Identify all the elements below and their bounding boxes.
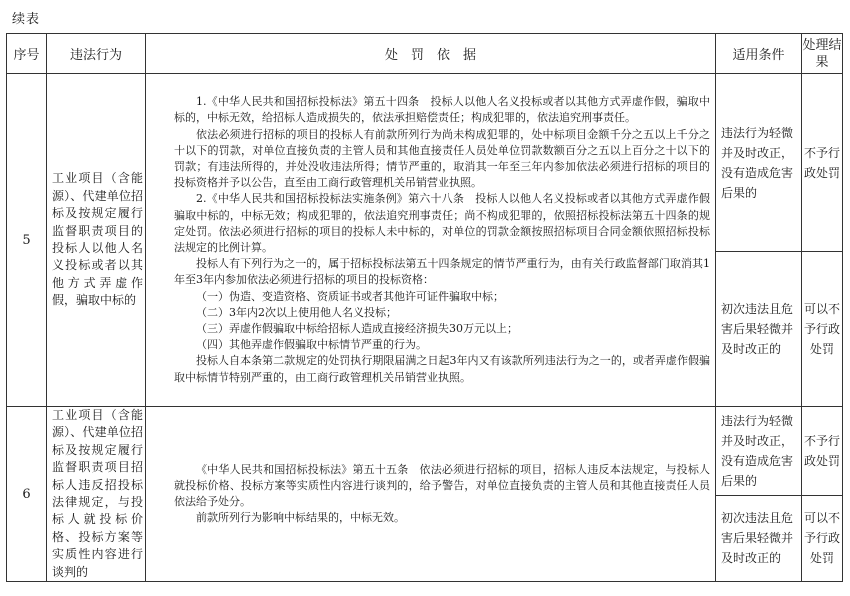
basis-cell <box>146 74 716 407</box>
violation-cell: 工业项目（含能源）、代建单位招标及按规定履行监督职责项目招标人违反招投标法律规定，与投标人就投标价格、投标方案等实质性内容进行谈判的 <box>47 407 146 582</box>
basis-paragraph: 1.《中华人民共和国招标投标法》第五十四条 投标人以他人名义投标或者以其他方式弄虚作假，骗取中标的，中标无效，给招标人造成损失的，依法承担赔偿责任；构成犯罪的，依法追究刑事责任。 <box>174 95 710 125</box>
result-cell: 可以不予行政处罚 <box>802 495 843 582</box>
basis-paragraph: 投标人自本条第二款规定的处罚执行期限届满之日起3年内又有该款所列违法行为之一的，或者弄虚作假骗取中标情节特别严重的，由工商行政管理机关吊销营业执照。 <box>174 354 710 384</box>
header-act: 违法行为 <box>47 34 146 74</box>
basis-list-item: （二）3年内2次以上使用他人名义投标； <box>196 305 397 319</box>
basis-list-item: （四）其他弄虚作假骗取中标情节严重的行为。 <box>196 338 427 352</box>
condition-cell: 违法行为轻微并及时改正，没有造成危害后果的 <box>716 74 802 252</box>
basis-list-item: （一）伪造、变造资格、资质证书或者其他许可证件骗取中标； <box>196 289 504 303</box>
header-row <box>7 34 843 74</box>
basis-paragraph: 依法必须进行招标的项目的投标人有前款所列行为尚未构成犯罪的，处中标项目金额千分之五以上千分之十以下的罚款，对单位直接负责的主管人员和其他直接责任人员处单位罚款数额百分之五以上百分之十以下的罚款；有违法所得的，并处没收违法所得；情节严重的，取消其一年至三年内参加依法必须进行招标的项目的投标资格并予以公告，直至由工商行政管理机关吊销营业执照。 <box>174 127 710 190</box>
header-res: 处理结果 <box>802 34 843 74</box>
basis-paragraph: 投标人有下列行为之一的，属于招标投标法第五十四条规定的情节严重行为，由有关行政监督部门取消其1年至3年内参加依法必须进行招标的项目的投标资格： <box>174 257 710 287</box>
condition-cell: 违法行为轻微并及时改正，没有造成危害后果的 <box>716 407 802 496</box>
penalty-table <box>6 33 843 582</box>
table-row <box>7 407 843 496</box>
violation-cell: 工业项目（含能源）、代建单位招标及按规定履行监督职责项目的投标人以他人名义投标或者以其他方式弄虚作假，骗取中标的 <box>47 74 146 407</box>
result-cell: 不予行政处罚 <box>802 407 843 496</box>
result-cell: 可以不予行政处罚 <box>802 252 843 407</box>
row-number: 6 <box>7 407 47 582</box>
result-cell: 不予行政处罚 <box>802 74 843 252</box>
table-row <box>7 74 843 252</box>
condition-cell: 初次违法且危害后果轻微并及时改正的 <box>716 495 802 582</box>
continued-label: 续表 <box>12 12 41 27</box>
header-no: 序号 <box>7 34 47 74</box>
header-basis: 处 罚 依 据 <box>146 34 716 74</box>
basis-cell <box>146 407 716 582</box>
basis-paragraph: 《中华人民共和国招标投标法》第五十五条 依法必须进行招标的项目，招标人违反本法规定，与投标人就投标价格、投标方案等实质性内容进行谈判的，给予警告，对单位直接负责的主管人员和其他直接责任人员依法给予处分。 <box>174 462 710 509</box>
basis-paragraph: 前款所列行为影响中标结果的，中标无效。 <box>196 511 405 525</box>
basis-list-item: （三）弄虚作假骗取中标给招标人造成直接经济损失30万元以上； <box>196 322 518 336</box>
condition-cell: 初次违法且危害后果轻微并及时改正的 <box>716 252 802 407</box>
header-cond: 适用条件 <box>716 34 802 74</box>
basis-paragraph: 2.《中华人民共和国招标投标法实施条例》第六十八条 投标人以他人名义投标或者以其他方式弄虚作假骗取中标的，中标无效；构成犯罪的，依法追究刑事责任；尚不构成犯罪的，依照招标投标法第五十四条的规定处罚。依法必须进行招标的项目的投标人未中标的，对单位的罚款金额按照招标项目合同金额依照招标投标法规定的比例计算。 <box>174 192 710 254</box>
row-number: 5 <box>7 74 47 407</box>
